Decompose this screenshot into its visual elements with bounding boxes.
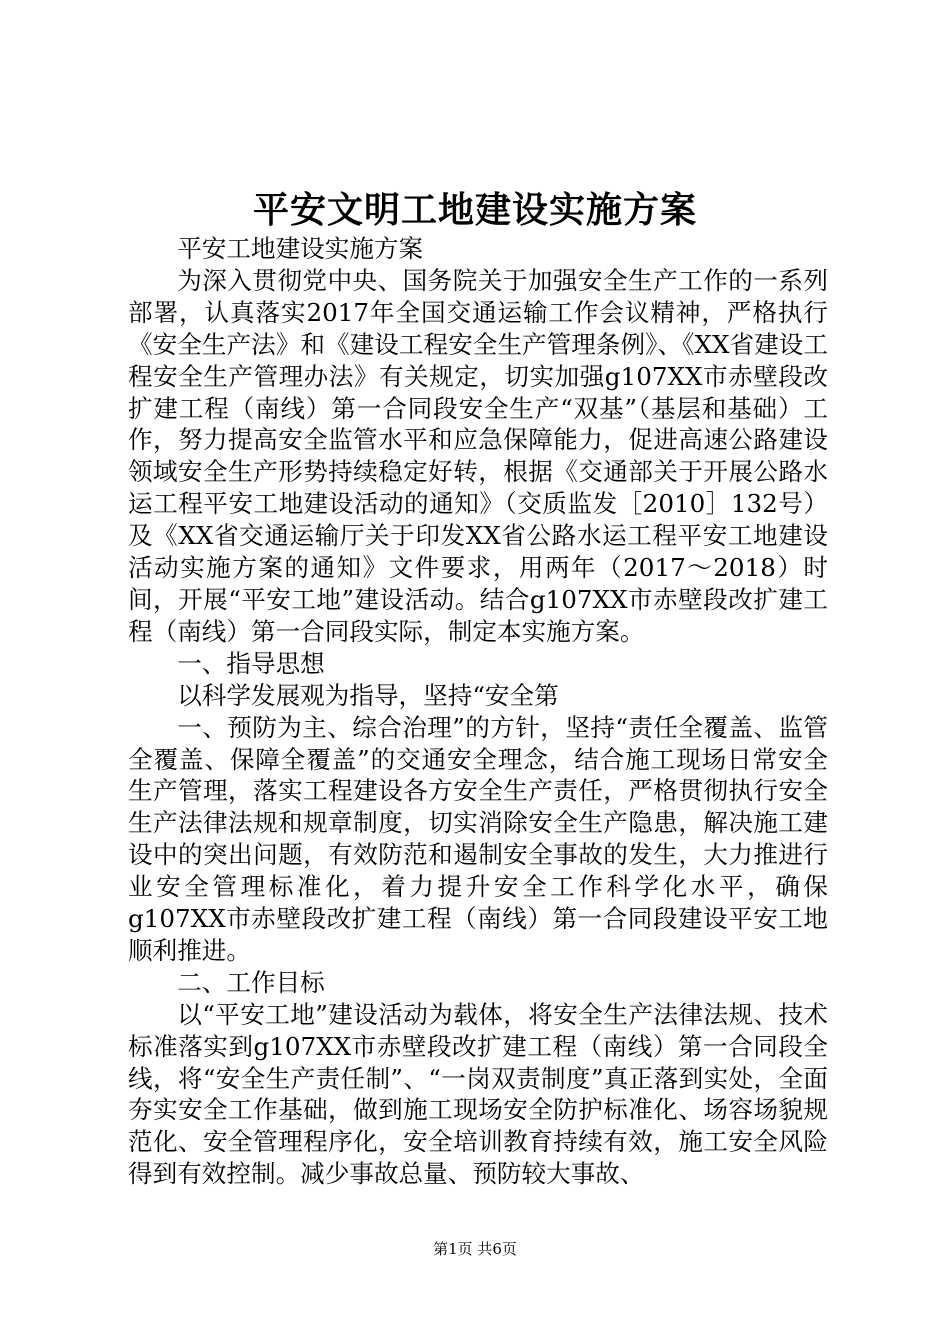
document-body (128, 233, 828, 1190)
work-goals-paragraph: 以“平安工地”建设活动为载体，将安全生产法律法规、技术标准落实到g107XX市赤壁段改扩建工程（南线）第一合同段全线，将“安全生产责任制”、“一岗双责制度”真正落到实处，全面夯实安全工作基础，做到施工现场安全防护标准化、场容场貌规范化、安全管理程序化，安全培训教育持续有效，施工安全风险得到有效控制。减少事故总量、预防较大事故、 (128, 999, 828, 1189)
section-heading-work-goals: 二、工作目标 (177, 967, 325, 997)
guiding-ideology-continued-paragraph: 一、预防为主、综合治理”的方针，坚持“责任全覆盖、监管全覆盖、保障全覆盖”的交通安全理念，结合施工现场日常安全生产管理，落实工程建设各方安全生产责任，严格贯彻执行安全生产法律法规和规章制度，切实消除安全生产隐患，解决施工建设中的突出问题，有效防范和遏制安全事故的发生，大力推进行业安全管理标准化，着力提升安全工作科学化水平，确保g107XX市赤壁段改扩建工程（南线）第一合同段建设平安工地顺利推进。 (128, 712, 828, 965)
document-title: 平安文明工地建设实施方案 (252, 189, 697, 231)
page-footer: 第1页 共6页 (433, 1240, 517, 1258)
section-heading-guiding-ideology: 一、指导思想 (177, 648, 325, 678)
subtitle-paragraph: 平安工地建设实施方案 (177, 234, 424, 263)
guiding-ideology-paragraph: 以科学发展观为指导，坚持“安全第 (177, 680, 559, 710)
intro-paragraph: 为深入贯彻党中央、国务院关于加强安全生产工作的一系列部署，认真落实2017年全国交通运输工作会议精神，严格执行《安全生产法》和《建设工程安全生产管理条例》、《XX省建设工程安全生产管理办法》有关规定，切实加强g107XX市赤壁段改扩建工程（南线）第一合同段安全生产“双基”（基层和基础）工作，努力提高安全监管水平和应急保障能力，促进高速公路建设领域安全生产形势持续稳定好转，根据《交通部关于开展公路水运工程平安工地建设活动的通知》（交质监发［2010］132号）及《XX省交通运输厅关于印发XX省公路水运工程平安工地建设活动实施方案的通知》文件要求，用两年（2017～2018）时间，开展“平安工地”建设活动。结合g107XX市赤壁段改扩建工程（南线）第一合同段实际，制定本实施方案。 (128, 265, 828, 646)
